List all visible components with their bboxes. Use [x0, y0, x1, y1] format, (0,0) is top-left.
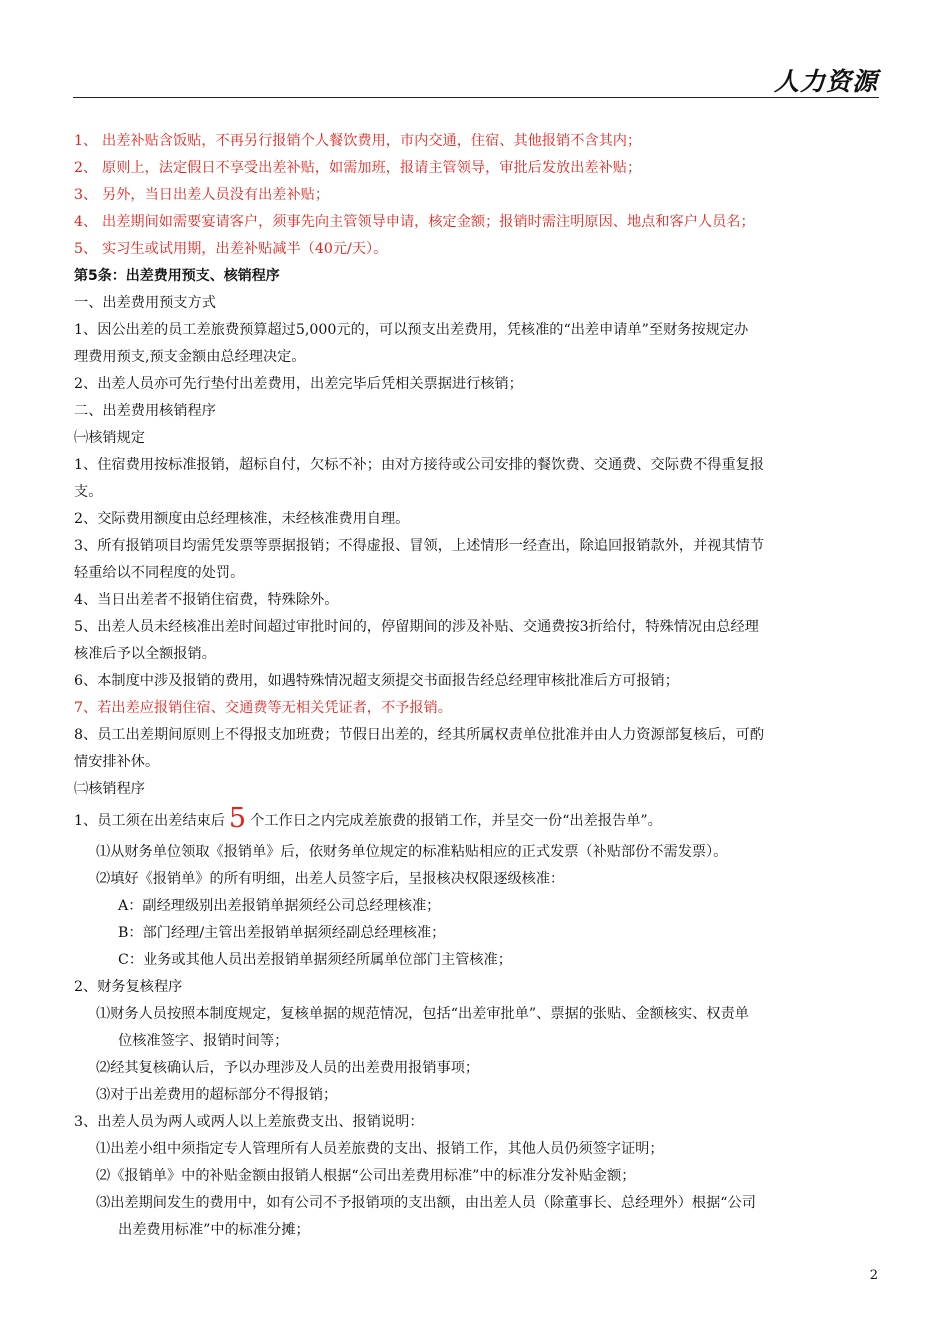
rule-4: 4、当日出差者不报销住宿费，特殊除外。 [74, 592, 339, 608]
sec1-p1-line2: 理费用预支,预支金额由总经理决定。 [74, 349, 306, 365]
sec1-p2: 2、出差人员亦可先行垫付出差费用，出差完毕后凭相关票据进行核销； [74, 376, 523, 392]
list-text: 原则上，法定假日不享受出差补贴，如需加班，报请主管领导，审批后发放出差补贴； [102, 160, 642, 176]
page-number: 2 [869, 1268, 878, 1283]
rule-6: 6、本制度中涉及报销的费用，如遇特殊情况超支须提交书面报告经总经理审核批准后方可报销； [74, 673, 679, 689]
step-3-a: ⑴出差小组中须指定专人管理所有人员差旅费的支出、报销工作，其他人员仍须签字证明； [96, 1141, 664, 1157]
rule-7: 7、若出差应报销住宿、交通费等无相关凭证者，不予报销。 [74, 700, 452, 716]
list-number: 1、 [74, 133, 98, 149]
sec1-p1-line1: 1、因公出差的员工差旅费预算超过5,000元的，可以预支出差费用，凭核准的“出差申请单”至财务按规定办 [74, 322, 749, 338]
step-1-a: ⑴从财务单位领取《报销单》后，依财务单位规定的标准粘贴相应的正式发票（补贴部份不需发票）。 [96, 844, 728, 860]
list-text: 出差期间如需要宴请客户，须事先向主管领导申请，核定金额；报销时需注明原因、地点和客户人员名； [102, 214, 755, 230]
subsection-2-title: ㈡核销程序 [74, 781, 145, 797]
rule-1-line1: 1、住宿费用按标准报销，超标自付，欠标不补；由对方接待或公司安排的餐饮费、交通费、交际费不得重复报 [74, 457, 765, 473]
red-list-item-5 [74, 236, 882, 263]
list-text: 实习生或试用期，出差补贴减半（40元/天）。 [102, 241, 388, 257]
list-number: 5、 [74, 241, 98, 257]
step-3: 3、出差人员为两人或两人以上差旅费支出、报销说明： [74, 1114, 424, 1130]
rule-8-line2: 情安排补休。 [74, 754, 160, 770]
rule-3-line1: 3、所有报销项目均需凭发票等票据报销；不得虚报、冒领，上述情形一经查出，除追回报销款外，并视其情节 [74, 538, 765, 554]
document-body [74, 128, 882, 1244]
rule-1-line2: 支。 [74, 484, 103, 500]
step-2-c: ⑶对于出差费用的超标部分不得报销； [96, 1087, 338, 1103]
step-1-b-A: A：副经理级别出差报销单据须经公司总经理核准； [118, 898, 441, 914]
step-1-b-C: C：业务或其他人员出差报销单据须经所属单位部门主管核准； [118, 952, 512, 968]
step-2-a-line1: ⑴财务人员按照本制度规定，复核单据的规范情况，包括“出差审批单”、票据的张贴、金额核实、权责单 [96, 1006, 749, 1022]
step-1 [74, 803, 882, 839]
red-list-item-1 [74, 128, 882, 155]
header-title: 人力资源 [773, 67, 878, 96]
step-2: 2、财务复核程序 [74, 979, 183, 995]
step-1-b: ⑵填好《报销单》的所有明细，出差人员签字后，呈报核决权限逐级核准： [96, 871, 565, 887]
list-number: 3、 [74, 187, 98, 203]
rule-5-line2: 核准后予以全额报销。 [74, 646, 216, 662]
list-text: 出差补贴含饭贴，不再另行报销个人餐饮费用，市内交通，住宿、其他报销不含其内； [102, 133, 642, 149]
rule-5-line1: 5、出差人员未经核准出差时间超过审批时间的，停留期间的涉及补贴、交通费按3折给付，特殊情况由总经理 [74, 619, 759, 635]
header-divider [73, 97, 879, 98]
rule-8-line1: 8、员工出差期间原则上不得报支加班费；节假日出差的，经其所属权责单位批准并由人力资源部复核后，可酌 [74, 727, 765, 743]
step-1-text-rest: 个工作日之内完成差旅费的报销工作，并呈交一份“出差报告单”。 [250, 813, 662, 829]
rule-2: 2、交际费用额度由总经理核准，未经核准费用自理。 [74, 511, 410, 527]
workday-count: 5 [228, 803, 247, 834]
step-3-c-line2: 出差费用标准”中的标准分摊； [118, 1222, 310, 1238]
article-5-title: 第5条：出差费用预支、核销程序 [74, 268, 280, 284]
rule-3-line2: 轻重给以不同程度的处罚。 [74, 565, 245, 581]
step-2-a-line2: 位核准签字、报销时间等； [118, 1033, 289, 1049]
red-list-item-2 [74, 155, 882, 182]
step-2-b: ⑵经其复核确认后，予以办理涉及人员的出差费用报销事项； [96, 1060, 480, 1076]
step-3-c-line1: ⑶出差期间发生的费用中，如有公司不予报销项的支出额，由出差人员（除董事长、总经理外）根据“公司 [96, 1195, 756, 1211]
step-1-b-B: B：部门经理/主管出差报销单据须经副总经理核准； [118, 925, 446, 941]
subsection-1-title: ㈠核销规定 [74, 430, 145, 446]
list-text: 另外，当日出差人员没有出差补贴； [102, 187, 330, 203]
section-2-title: 二、出差费用核销程序 [74, 403, 216, 419]
step-3-b: ⑵《报销单》中的补贴金额由报销人根据“公司出差费用标准”中的标准分发补贴金额； [96, 1168, 636, 1184]
red-list-item-4 [74, 209, 882, 236]
step-1-text: 1、员工须在出差结束后 [74, 813, 225, 829]
red-list-item-3 [74, 182, 882, 209]
section-1-title: 一、出差费用预支方式 [74, 295, 216, 311]
list-number: 2、 [74, 160, 98, 176]
list-number: 4、 [74, 214, 98, 230]
